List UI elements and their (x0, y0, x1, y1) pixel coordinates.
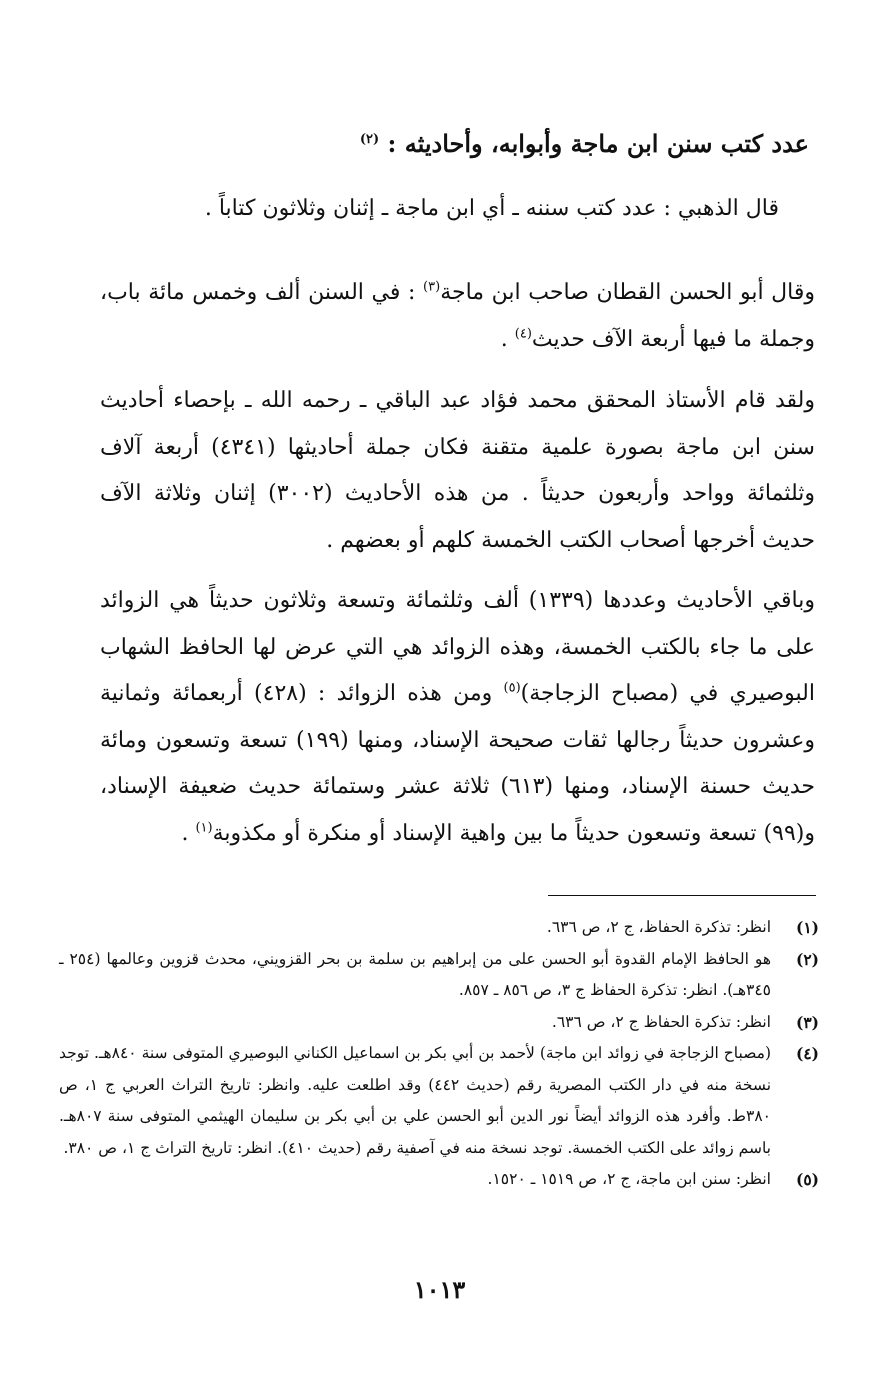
footnote-number: (٢) (795, 949, 819, 969)
footnote-text: انظر: سنن ابن ماجة، ج ٢، ص ١٥١٩ ـ ١٥٢٠. (487, 1170, 771, 1188)
footnote-reference: (٤) (514, 326, 532, 342)
footnote-text: انظر: تذكرة الحفاظ، ج ٢، ص ٦٣٦. (546, 918, 771, 936)
footnote-text: هو الحافظ الإمام القدوة أبو الحسن على من إبراهيم بن سلمة بن بحر القزويني، محدث قزوين وعالمها (٢٥٤ ـ ٣٤٥هـ). انظر: تذكرة الحفاظ ج ٣، ص ٨٥٦ ـ ٨٥٧. (59, 949, 772, 999)
paragraph-text: . (500, 326, 515, 352)
footnote-text: (مصباح الزجاجة في زوائد ابن ماجة) لأحمد بن أبي بكر بن اسماعيل الكناني البوصيري المتوفى سنة ٨٤٠هـ. توجد نسخة منه في دار الكتب المصرية رقم (حديث ٤٤٢) وقد اطلعت عليه. وانظر: تاريخ التراث العربي ج ١، ص ٣٨٠ط. وأفرد هذه الزوائد أيضاً نور الدين أبو الحسن علي بن أبي بكر بن سليمان الهيثمي المتوفى سنة ٨٠٧هـ. باسم زوائد على الكتب الخمسة. توجد نسخة منه في آصفية رقم (حديث ٤١٠). انظر: تاريخ التراث ج ١، ص ٣٨٠. (59, 1044, 772, 1157)
section-heading-text: عدد كتب سنن ابن ماجة وأبوابه، وأحاديثه : (387, 129, 809, 158)
paragraph-text: ومن هذه الزوائد : (٤٢٨) أربعمائة وثمانية وعشرون حديثاً رجالها ثقات صحيحة الإسناد، ومنها (١٩٩) تسعة وتسعون ومائة حديث حسنة الإسناد، ومنها (٦١٣) ثلاثة عشر وستمائة حديث ضعيفة الإسناد، و(٩٩) تسعة وتسعون حديثاً ما بين واهية الإسناد أو منكرة أو مكذوبة (100, 681, 816, 846)
paragraph-remaining-hadiths (100, 578, 815, 857)
page-number: ١٠١٣ (413, 1275, 466, 1304)
footnote-number: (١) (795, 918, 819, 937)
footnote-number: (٤) (795, 1044, 819, 1063)
footnote-number: (٥) (795, 1170, 819, 1189)
paragraph-text: : في السنن ألف وخمس مائة باب، وجملة ما فيها أربعة الآف حديث (100, 280, 815, 352)
footnote-divider (548, 895, 816, 896)
footnote-item (59, 1038, 819, 1164)
section-heading (69, 122, 809, 166)
footnote-reference: (٣) (423, 279, 441, 295)
footnote-reference: (١) (195, 820, 213, 836)
paragraph-dhahabi: قال الذهبي : عدد كتب سننه ـ أي ابن ماجة ـ إثنان وثلاثون كتاباً . (204, 196, 779, 221)
footnote-reference: (٢) (359, 132, 380, 147)
paragraph-abdulbaqi: ولقد قام الأستاذ المحقق محمد فؤاد عبد الباقي ـ رحمه الله ـ بإحصاء أحاديث سنن ابن ماجة بصورة علمية متقنة فكان جملة أحاديثها (٤٣٤١) أربعة آلاف وثلثمائة وواحد وأربعون حديثاً . من هذه الأحاديث (٣٠٠٢) إثنان وثلاثة الآف حديث أخرجها أصحاب الكتب الخمسة كلهم أو بعضهم . (100, 388, 815, 553)
footnote-reference: (٥) (503, 680, 521, 696)
paragraph-text: . (181, 820, 196, 846)
paragraph-text: وقال أبو الحسن القطان صاحب ابن ماجة (440, 280, 816, 305)
footnote-item (59, 1007, 819, 1039)
footnote-number: (٣) (795, 1012, 819, 1032)
footnote-item (59, 1164, 819, 1196)
footnote-item (59, 912, 819, 944)
footnotes (59, 912, 819, 1196)
paragraph-text: وباقي الأحاديث وعددها (١٣٣٩) ألف وثلثمائة وتسعة وثلاثون حديثاً هي الزوائد على ما جاء بالكتب الخمسة، وهذه الزوائد هي التي عرض لها الحافظ الشهاب البوصيري في (مصباح الزجاجة) (100, 588, 815, 706)
paragraph-qattan (100, 270, 815, 363)
footnote-text: انظر: تذكرة الحفاظ ج ٢، ص ٦٣٦. (551, 1012, 771, 1031)
footnote-item (59, 944, 819, 1007)
